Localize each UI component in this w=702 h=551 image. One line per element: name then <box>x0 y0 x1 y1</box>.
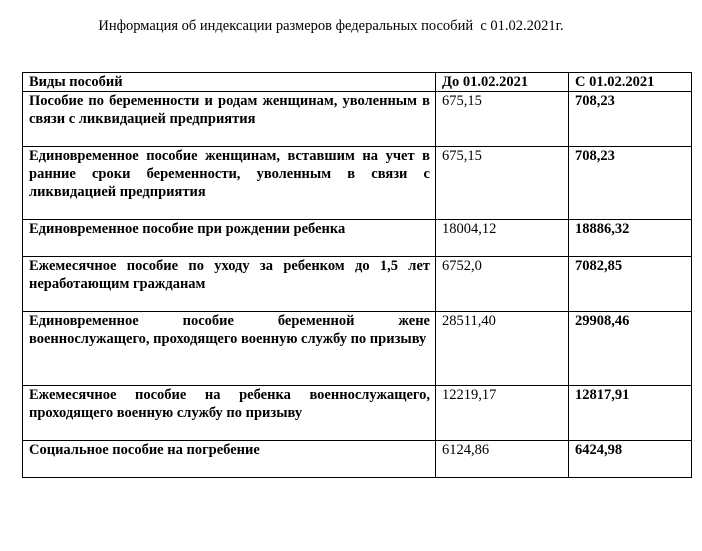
table-header-row <box>23 73 692 92</box>
benefit-name: Социальное пособие на погребение <box>23 441 436 478</box>
amount-after: 29908,46 <box>569 312 692 386</box>
amount-after: 708,23 <box>569 92 692 147</box>
amount-before: 675,15 <box>436 147 569 220</box>
amount-before: 28511,40 <box>436 312 569 386</box>
amount-after: 708,23 <box>569 147 692 220</box>
table-row <box>23 257 692 312</box>
header-benefit-type: Виды пособий <box>23 73 436 92</box>
benefit-name: Единовременное пособие беременной жене военнослужащего, проходящего военную службу по призыву <box>23 312 436 386</box>
amount-before: 18004,12 <box>436 220 569 257</box>
amount-before: 6752,0 <box>436 257 569 312</box>
amount-after: 7082,85 <box>569 257 692 312</box>
table-row <box>23 441 692 478</box>
document-title: Информация об индексации размеров федеральных пособий с 01.02.2021г. <box>98 18 564 34</box>
benefit-name: Единовременное пособие при рождении ребенка <box>23 220 436 257</box>
table-row <box>23 386 692 441</box>
amount-before: 675,15 <box>436 92 569 147</box>
header-after-date: С 01.02.2021 <box>569 73 692 92</box>
amount-after: 12817,91 <box>569 386 692 441</box>
benefit-name: Пособие по беременности и родам женщинам, уволенным в связи с ликвидацией предприятия <box>23 92 436 147</box>
amount-before: 12219,17 <box>436 386 569 441</box>
amount-after: 6424,98 <box>569 441 692 478</box>
table-row <box>23 92 692 147</box>
table-row <box>23 147 692 220</box>
benefits-table <box>22 72 692 478</box>
table-row <box>23 220 692 257</box>
table-row <box>23 312 692 386</box>
amount-after: 18886,32 <box>569 220 692 257</box>
benefit-name: Ежемесячное пособие на ребенка военнослужащего, проходящего военную службу по призыву <box>23 386 436 441</box>
benefit-name: Ежемесячное пособие по уходу за ребенком до 1,5 лет неработающим гражданам <box>23 257 436 312</box>
benefit-name: Единовременное пособие женщинам, вставшим на учет в ранние сроки беременности, уволенным в связи с ликвидацией предприятия <box>23 147 436 220</box>
amount-before: 6124,86 <box>436 441 569 478</box>
header-before-date: До 01.02.2021 <box>436 73 569 92</box>
